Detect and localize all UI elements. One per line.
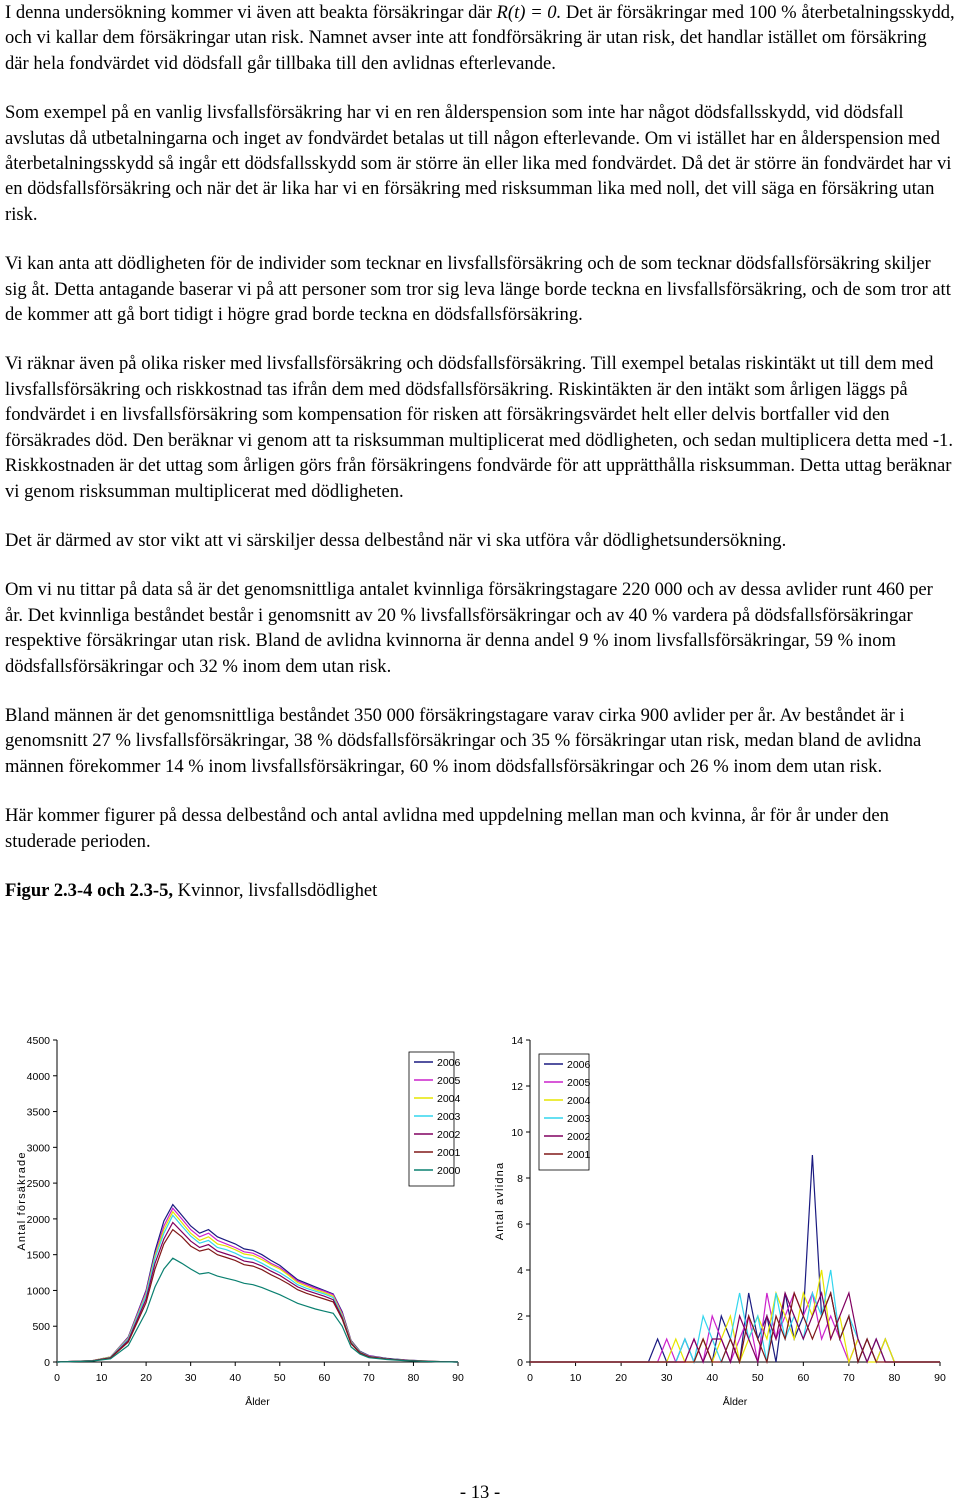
chart-left-series-2005 xyxy=(57,1208,458,1362)
chart-right-x-tick-label: 10 xyxy=(569,1372,582,1384)
chart-left-x-tick-label: 40 xyxy=(229,1372,242,1384)
chart-left-x-tick-label: 30 xyxy=(184,1372,197,1384)
chart-right-y-axis-label: Antal avlidna xyxy=(494,1161,506,1241)
chart-left-series-2004 xyxy=(57,1212,458,1362)
chart-left-series-2006 xyxy=(57,1205,458,1362)
chart-left-x-tick-label: 20 xyxy=(140,1372,152,1384)
chart-right-legend-label-2005: 2005 xyxy=(567,1077,591,1089)
chart-right-x-tick-label: 60 xyxy=(797,1372,810,1384)
paragraph-4: Vi räknar även på olika risker med livsfallsförsäkring och dödsfallsförsäkring. Till exempel betalas riskintäkt ut till dem med livsfallsförsäkring och riskkostnad tas ifrån dem med dödsfallsförsäkring. Riskintäkten är den intäkt som årligen läggs på fondvärdet i en livsfallsförsäkring som kompensation för risken att försäkringsvärdet helt eller delvis bortfaller vid den försäkrades död. Den beräknar vi genom att ta risksumman multiplicerat med dödligheten, och sedan multiplicera detta med -1. Riskkostnaden är det uttag som årligen görs från försäkringens fondvärde för att upprätthålla risksumman. Detta uttag beräknar vi genom risksumman multiplicerat med dödligheten. xyxy=(5,353,953,502)
chart-antal-avlidna xyxy=(485,1028,955,1428)
chart-left-y-tick-label: 1500 xyxy=(26,1249,50,1262)
chart-left-legend-label-2006: 2006 xyxy=(437,1057,461,1069)
chart-left-y-tick-label: 3000 xyxy=(26,1142,50,1155)
chart-left-svg xyxy=(0,1028,475,1428)
chart-left-y-tick-label: 1000 xyxy=(26,1285,50,1298)
chart-antal-forsakrade xyxy=(0,1028,475,1428)
chart-left-y-axis-label: Antal försäkrade xyxy=(16,1151,28,1251)
page-number: - 13 - xyxy=(459,1482,501,1503)
paragraph-7: Bland männen är det genomsnittliga beståndet 350 000 försäkringstagare varav cirka 900 avlider per år. Av beståndet är i genomsnitt 27 % livsfallsförsäkringar, 38 % dödsfallsförsäkringar och 35 % försäkringar utan risk, medan bland de avlidna männen förekommer 14 % inom livsfallsförsäkringar, 60 % inom dödsfallsförsäkringar och 26 % inom dem utan risk. xyxy=(5,704,922,777)
chart-right-series-2003 xyxy=(530,1270,940,1362)
chart-left-legend xyxy=(409,1052,461,1186)
chart-left-legend-label-2001: 2001 xyxy=(437,1147,461,1159)
chart-right-legend-label-2006: 2006 xyxy=(567,1059,591,1071)
chart-right-x-tick-label: 80 xyxy=(888,1372,901,1384)
chart-left-x-tick-label: 10 xyxy=(95,1372,108,1384)
chart-right-series-2001 xyxy=(530,1293,940,1362)
chart-right-legend-label-2003: 2003 xyxy=(567,1113,591,1125)
chart-right-y-tick-label: 14 xyxy=(511,1035,523,1047)
paragraph-1 xyxy=(5,0,955,76)
chart-left-x-tick-label: 50 xyxy=(273,1372,286,1384)
chart-right-y-tick-label: 8 xyxy=(517,1173,523,1185)
chart-right-x-tick-label: 30 xyxy=(660,1372,673,1384)
chart-left-y-tick-label: 500 xyxy=(32,1321,50,1334)
figure-caption-label: Figur 2.3-4 och 2.3-5, xyxy=(5,879,174,901)
chart-right-x-tick-label: 20 xyxy=(615,1372,627,1384)
chart-right-y-tick-label: 12 xyxy=(511,1081,523,1093)
chart-right-legend xyxy=(539,1054,591,1170)
chart-right-y-tick-label: 6 xyxy=(517,1219,523,1231)
body-text xyxy=(5,0,955,903)
chart-right-y-tick-label: 10 xyxy=(511,1127,523,1139)
chart-left-x-axis-label: Ålder xyxy=(245,1396,270,1408)
chart-left-x-tick-label: 90 xyxy=(452,1372,464,1384)
chart-left-y-tick-label: 4500 xyxy=(26,1035,50,1047)
chart-left-legend-label-2003: 2003 xyxy=(437,1111,461,1123)
chart-left-legend-label-2000: 2000 xyxy=(437,1165,461,1177)
chart-left-legend-label-2002: 2002 xyxy=(437,1129,461,1141)
chart-left-y-tick-label: 3500 xyxy=(26,1106,50,1119)
chart-left-x-tick-label: 60 xyxy=(318,1372,331,1384)
chart-left-y-tick-label: 4000 xyxy=(26,1070,50,1083)
chart-left-legend-label-2004: 2004 xyxy=(437,1093,461,1105)
chart-right-x-tick-label: 50 xyxy=(751,1372,764,1384)
chart-right-y-tick-label: 2 xyxy=(517,1311,523,1323)
chart-left-x-tick-label: 80 xyxy=(407,1372,420,1384)
chart-left-x-tick-label: 0 xyxy=(54,1372,60,1384)
paragraph-3: Vi kan anta att dödligheten för de individer som tecknar en livsfallsförsäkring och de som tecknar dödsfallsförsäkring skiljer sig åt. Detta antagande baserar vi på att personer som tror sig leva länge borde teckna en livsfallsförsäkring, och de som tror att de kommer att gå bort tidigt i högre grad borde teckna en dödsfallsförsäkring. xyxy=(5,253,951,326)
chart-right-series-2006 xyxy=(530,1155,940,1362)
chart-left-y-tick-label: 2500 xyxy=(26,1178,50,1191)
chart-right-legend-label-2004: 2004 xyxy=(567,1095,591,1107)
chart-right-y-tick-label: 0 xyxy=(517,1357,523,1369)
formula: R(t) = 0. xyxy=(496,2,562,23)
paragraph-2: Som exempel på en vanlig livsfallsförsäkring har vi en ren ålderspension som inte har något dödsfallsskydd, vid dödsfall avslutas då utbetalningarna och inget av fondvärdet betalas ut till någon efterlevande. Om vi istället har en ålderspension med återbetalningsskydd så ingår ett dödsfallsskydd som är större än eller lika med fondvärdet. Då det är större än fondvärdet har vi en dödsfallsförsäkring och när det är lika har vi en försäkring med risksumman lika med noll, det vill säga en försäkring utan risk. xyxy=(5,102,952,225)
figure-caption xyxy=(5,878,955,903)
paragraph-8: Här kommer figurer på dessa delbestånd och antal avlidna med uppdelning mellan man och kvinna, år för år under den studerade perioden. xyxy=(5,805,889,852)
chart-left-series-2001 xyxy=(57,1230,458,1362)
chart-left-series-2002 xyxy=(57,1223,458,1363)
paragraph-6: Om vi nu tittar på data så är det genomsnittliga antalet kvinnliga försäkringstagare 220 000 och av dessa avlider runt 460 per år. Det kvinnliga beståndet består i genomsnitt av 20 % livsfallsförsäkringar och av 40 % vardera på dödsfallsförsäkringar respektive försäkringar utan risk. Bland de avlidna kvinnorna är denna andel 9 % inom livsfallsförsäkringar, 59 % inom dödsfallsförsäkringar och 32 % inom dem utan risk. xyxy=(5,579,933,677)
chart-left-y-tick-label: 0 xyxy=(44,1357,50,1369)
chart-right-x-tick-label: 40 xyxy=(706,1372,719,1384)
chart-left-series-2003 xyxy=(57,1215,458,1362)
chart-left-series-2000 xyxy=(57,1258,458,1362)
chart-left-x-tick-label: 70 xyxy=(363,1372,375,1384)
figure-caption-text: Kvinnor, livsfallsdödlighet xyxy=(173,879,378,901)
chart-left-y-tick-label: 2000 xyxy=(26,1213,50,1226)
chart-right-legend-label-2002: 2002 xyxy=(567,1131,591,1143)
chart-right-x-tick-label: 90 xyxy=(934,1372,946,1384)
chart-left-legend-label-2005: 2005 xyxy=(437,1075,461,1087)
chart-right-x-axis-label: Ålder xyxy=(722,1396,748,1408)
chart-right-x-tick-label: 70 xyxy=(843,1372,855,1384)
chart-right-svg xyxy=(485,1028,955,1428)
chart-right-legend-label-2001: 2001 xyxy=(567,1149,591,1161)
paragraph-1-text-b: Det är försäkringar med 100 % återbetalningsskydd, och vi kallar dem försäkringar utan risk. Namnet avser inte att fondförsäkring är utan risk, det handlar istället om försäkring där hela fondvärdet vid dödsfall går tillbaka till den avlidnas efterlevande. xyxy=(5,2,955,74)
chart-right-x-tick-label: 0 xyxy=(527,1372,533,1384)
chart-right-y-tick-label: 4 xyxy=(517,1265,523,1277)
paragraph-1-text-a: I denna undersökning kommer vi även att beakta försäkringar där xyxy=(5,2,497,23)
paragraph-5: Det är därmed av stor vikt att vi särskiljer dessa delbestånd när vi ska utföra vår dödlighetsundersökning. xyxy=(5,529,787,551)
